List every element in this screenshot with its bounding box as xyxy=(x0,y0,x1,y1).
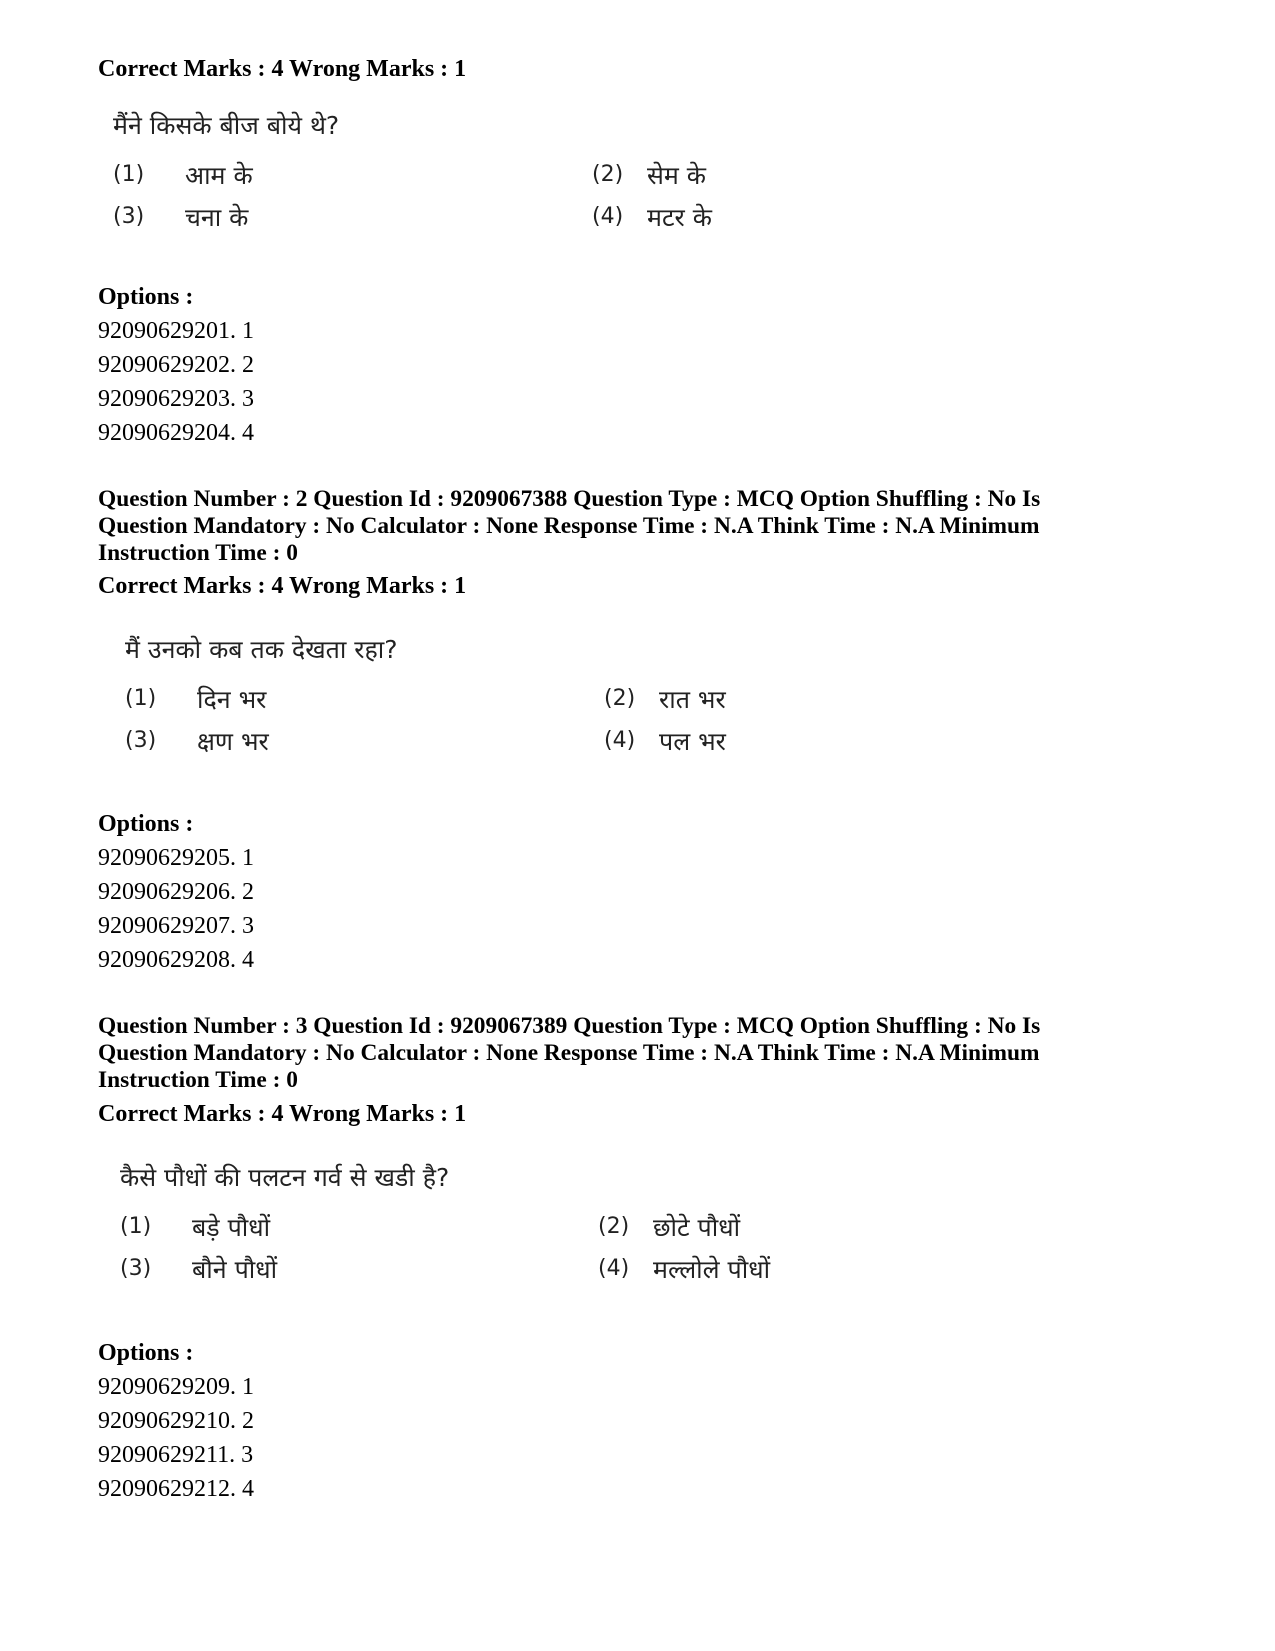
q3-option-2: 92090629210. 2 xyxy=(98,1408,254,1434)
q1-answer-1 xyxy=(113,158,513,198)
q1-options xyxy=(98,280,1108,450)
q3-answer-1 xyxy=(120,1210,520,1250)
q2-header-line2: Question Mandatory : No Calculator : None Response Time : N.A Think Time : N.A Minimum xyxy=(98,513,1040,539)
q1-answer-4-text: मटर के xyxy=(647,203,712,232)
q2-answer-3-text: क्षण भर xyxy=(197,727,269,756)
q2-options xyxy=(98,807,1108,977)
q2-answer-4 xyxy=(604,724,1004,764)
q2-answer-4-text: पल भर xyxy=(659,727,726,756)
q1-answer-3-num: (3) xyxy=(113,204,145,229)
q2-answer-3-num: (3) xyxy=(125,728,157,753)
q3-answer-4-num: (4) xyxy=(598,1256,630,1281)
q2-option-1: 92090629205. 1 xyxy=(98,845,254,871)
q1-answer-4 xyxy=(592,200,992,240)
q1-stem: मैंने किसके बीज बोये थे? xyxy=(113,111,340,140)
q1-answer-2 xyxy=(592,158,992,198)
q1-option-4: 92090629204. 4 xyxy=(98,420,254,446)
q1-answer-3 xyxy=(113,200,513,240)
q2-stem: मैं उनको कब तक देखता रहा? xyxy=(125,635,398,664)
q1-options-title: Options : xyxy=(98,284,194,310)
q1-answer-1-num: (1) xyxy=(113,162,145,187)
q2-options-title: Options : xyxy=(98,811,194,837)
q3-answer-2-text: छोटे पौधों xyxy=(653,1213,741,1242)
q2-answer-2-text: रात भर xyxy=(659,685,726,714)
q3-option-4: 92090629212. 4 xyxy=(98,1476,254,1502)
q2-option-2: 92090629206. 2 xyxy=(98,879,254,905)
q3-answer-1-text: बड़े पौधों xyxy=(192,1213,271,1242)
q2-header-line3: Instruction Time : 0 xyxy=(98,540,298,566)
q2-answer-2-num: (2) xyxy=(604,686,636,711)
q1-option-3: 92090629203. 3 xyxy=(98,386,254,412)
q3-header-line3: Instruction Time : 0 xyxy=(98,1067,298,1093)
q3-answer-4 xyxy=(598,1252,998,1292)
q2-option-4: 92090629208. 4 xyxy=(98,947,254,973)
q1-option-2: 92090629202. 2 xyxy=(98,352,254,378)
q2-marks: Correct Marks : 4 Wrong Marks : 1 xyxy=(98,573,467,599)
q2-answer-1 xyxy=(125,682,525,722)
q1-answer-2-text: सेम के xyxy=(647,161,706,190)
q3-answer-1-num: (1) xyxy=(120,1214,152,1239)
q3-answer-2 xyxy=(598,1210,998,1250)
q3-answer-3 xyxy=(120,1252,520,1292)
q3-marks: Correct Marks : 4 Wrong Marks : 1 xyxy=(98,1101,467,1127)
q3-header-line2: Question Mandatory : No Calculator : None Response Time : N.A Think Time : N.A Minimum xyxy=(98,1040,1040,1066)
q3-option-1: 92090629209. 1 xyxy=(98,1374,254,1400)
q3-header xyxy=(98,1013,1108,1094)
q3-answer-2-num: (2) xyxy=(598,1214,630,1239)
q1-marks: Correct Marks : 4 Wrong Marks : 1 xyxy=(98,56,467,82)
q3-answer-3-text: बौने पौधों xyxy=(192,1255,278,1284)
q2-header xyxy=(98,486,1108,567)
q1-option-1: 92090629201. 1 xyxy=(98,318,254,344)
q2-answer-3 xyxy=(125,724,525,764)
q3-answer-3-num: (3) xyxy=(120,1256,152,1281)
q3-options-title: Options : xyxy=(98,1340,194,1366)
q2-answer-1-text: दिन भर xyxy=(197,685,267,714)
q2-option-3: 92090629207. 3 xyxy=(98,913,254,939)
q3-option-3: 92090629211. 3 xyxy=(98,1442,254,1468)
q2-answer-2 xyxy=(604,682,1004,722)
q3-options xyxy=(98,1336,1108,1506)
q1-answer-2-num: (2) xyxy=(592,162,624,187)
q1-answer-3-text: चना के xyxy=(185,203,249,232)
q2-answer-4-num: (4) xyxy=(604,728,636,753)
q1-answer-1-text: आम के xyxy=(185,161,253,190)
q1-answer-4-num: (4) xyxy=(592,204,624,229)
q2-header-line1: Question Number : 2 Question Id : 9209067388 Question Type : MCQ Option Shuffling : No Is xyxy=(98,486,1041,512)
q3-answer-4-text: मल्लोले पौधों xyxy=(653,1255,771,1284)
q2-answer-1-num: (1) xyxy=(125,686,157,711)
q3-stem: कैसे पौधों की पलटन गर्व से खडी है? xyxy=(120,1163,450,1192)
q3-header-line1: Question Number : 3 Question Id : 9209067389 Question Type : MCQ Option Shuffling : No Is xyxy=(98,1013,1041,1039)
